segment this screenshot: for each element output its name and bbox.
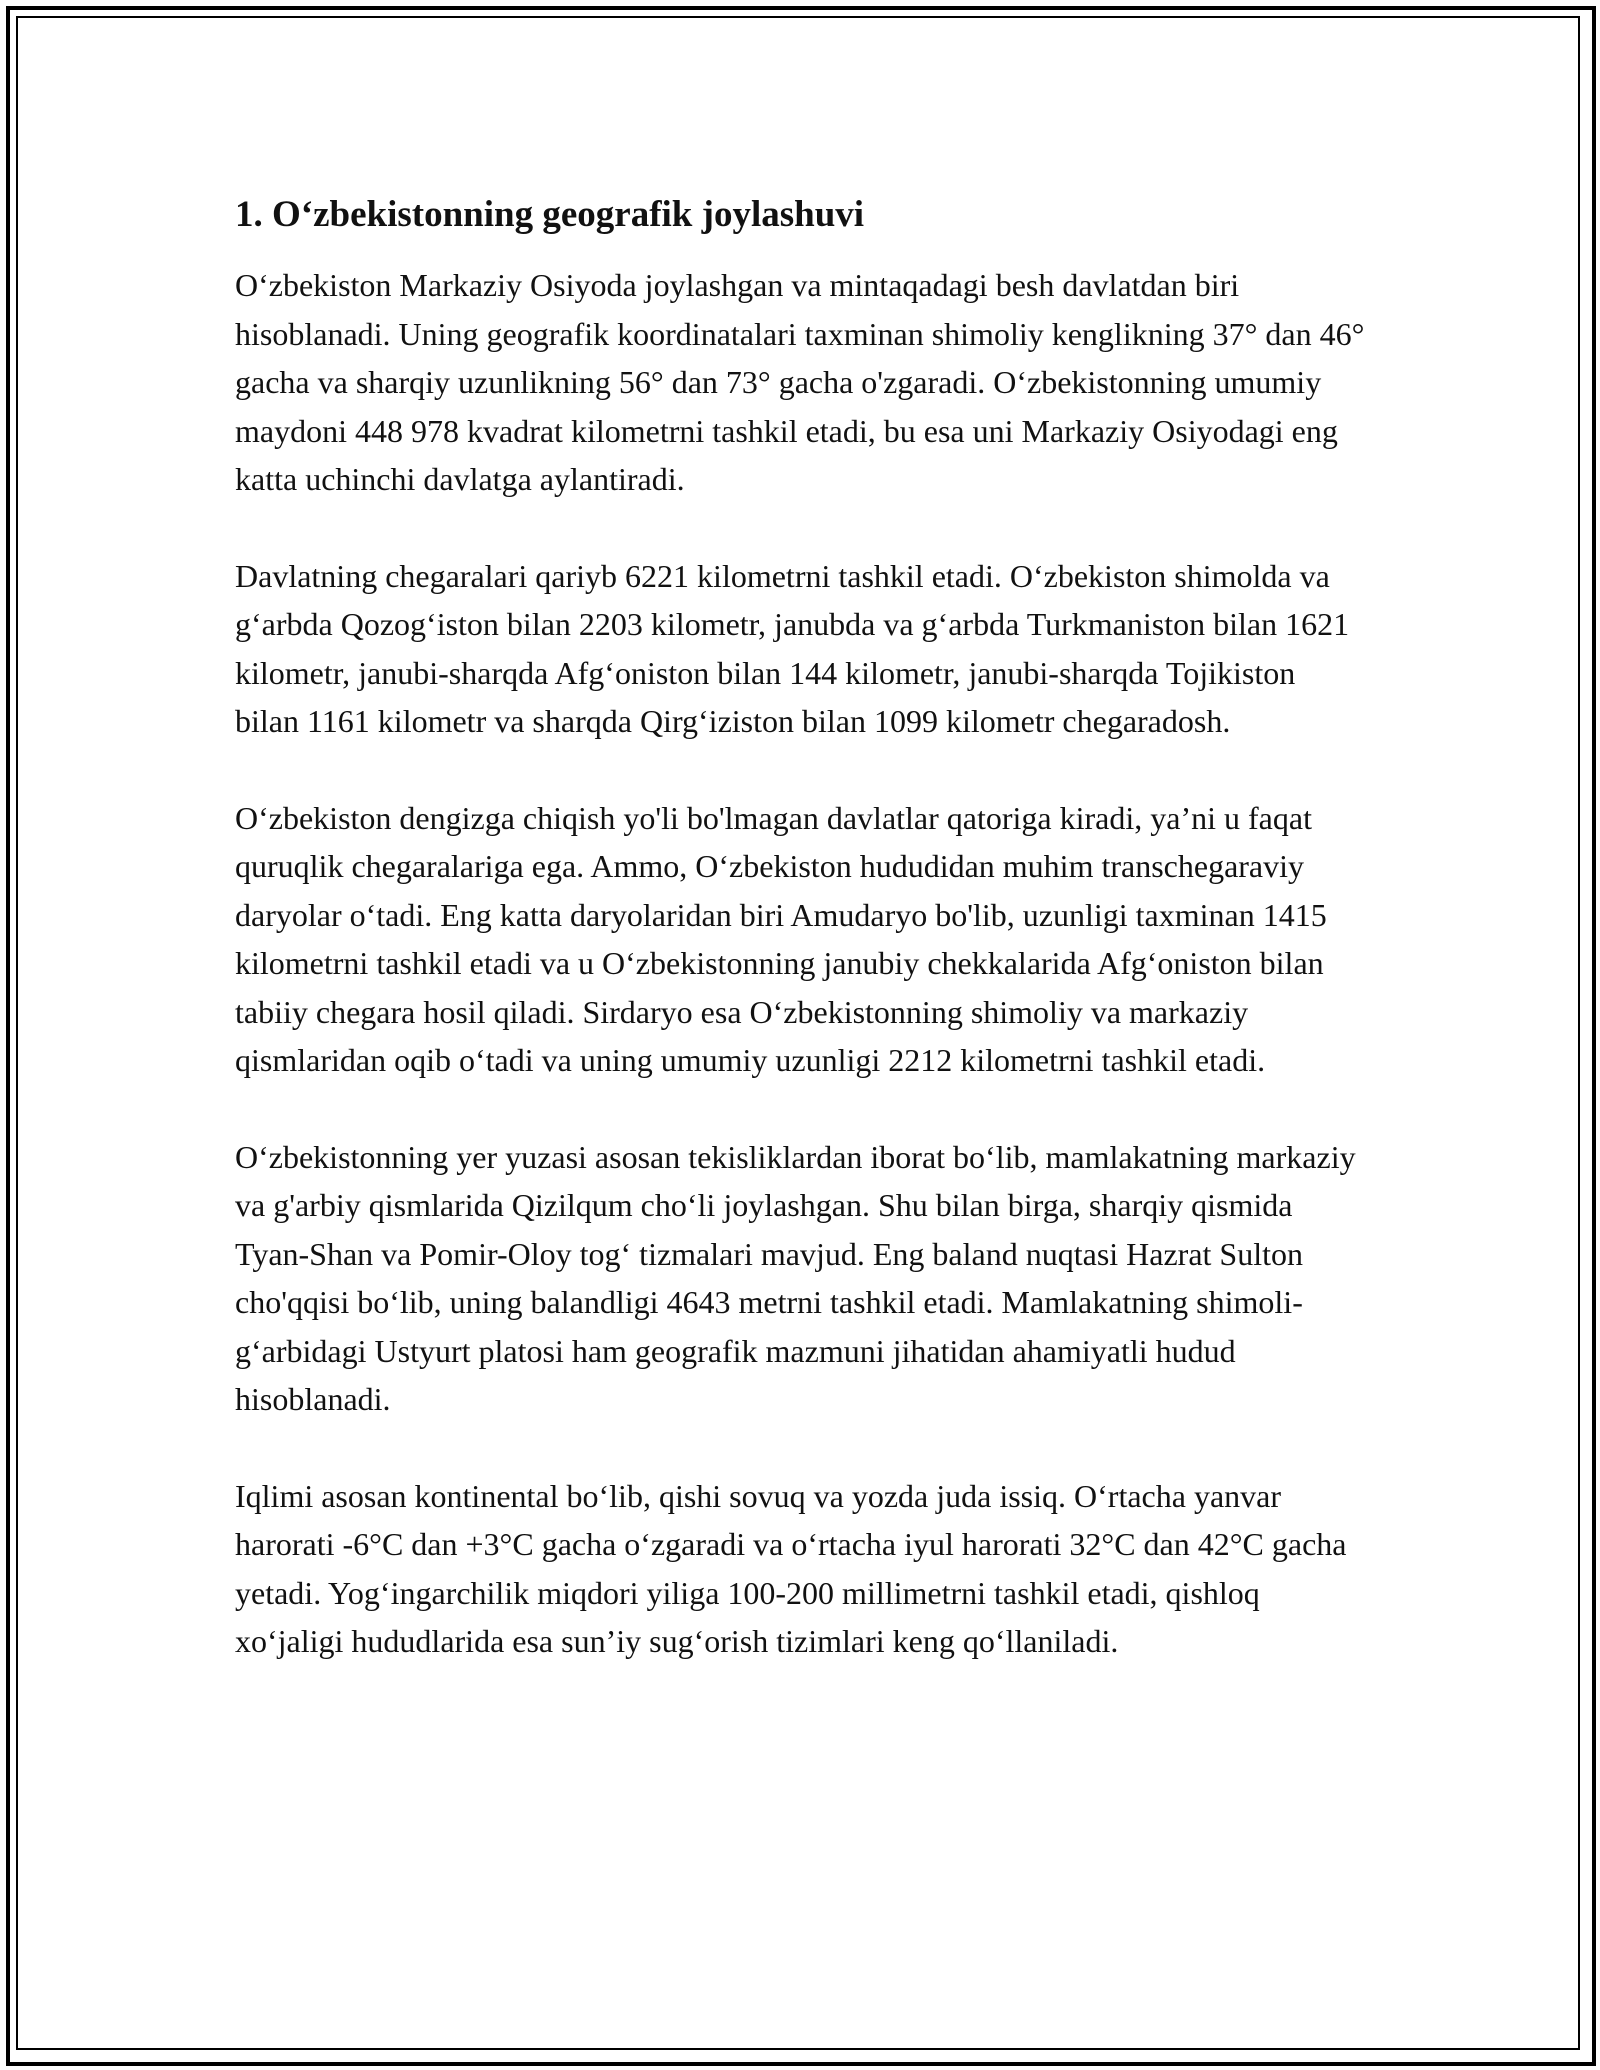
paragraph-climate: Iqlimi asosan kontinental bo‘lib, qishi sovuq va yozda juda issiq. O‘rtacha yanvar harorati -6°C dan +3°C gacha o‘zgaradi va o‘rtacha iyul harorati 32°C dan 42°C gacha yetadi. Yog‘ingarchilik miqdori yiliga 100-200 millimetrni tashkil etadi, qishloq xo‘jaligi hududlarida esa sun’iy sug‘orish tizimlari keng qo‘llaniladi. xyxy=(235,1477,1347,1659)
paragraph-relief: O‘zbekistonning yer yuzasi asosan tekisliklardan iborat bo‘lib, mamlakatning markaziy va g'arbiy qismlarida Qizilqum cho‘li joylashgan. Shu bilan birga, sharqiy qismida Tyan-Shan va Pomir-Oloy tog‘ tizmalari mavjud. Eng baland nuqtasi Hazrat Sulton cho'qqisi bo‘lib, uning balandligi 4643 metrni tashkil etadi. Mamlakatning shimoli-g‘arbidagi Ustyurt platosi ham geografik mazmuni jihatidan ahamiyatli hudud hisoblanadi. xyxy=(235,1138,1356,1417)
paragraph-borders: Davlatning chegaralari qariyb 6221 kilometrni tashkil etadi. O‘zbekiston shimolda va g‘arbda Qozog‘iston bilan 2203 kilometr, janubda va g‘arbda Turkmaniston bilan 1621 kilometr, janubi-sharqda Afg‘oniston bilan 144 kilometr, janubi-sharqda Tojikiston bilan 1161 kilometr va sharqda Qirg‘iziston bilan 1099 kilometr chegaradosh. xyxy=(235,557,1350,739)
paragraph-location: O‘zbekiston Markaziy Osiyoda joylashgan va mintaqadagi besh davlatdan biri hisoblanadi. Uning geografik koordinatalari taxminan shimoliy kenglikning 37° dan 46° gacha va sharqiy uzunlikning 56° dan 73° gacha o'zgaradi. O‘zbekistonning umumiy maydoni 448 978 kvadrat kilometrni tashkil etadi, bu esa uni Markaziy Osiyodagi eng katta uchinchi davlatga aylantiradi. xyxy=(235,267,1365,497)
document-body xyxy=(235,180,1365,1714)
document-title: 1. O‘zbekistonning geografik joylashuvi xyxy=(235,194,865,235)
paragraph-rivers: O‘zbekiston dengizga chiqish yo'li bo'lmagan davlatlar qatoriga kiradi, ya’ni u faqat quruqlik chegaralariga ega. Ammo, O‘zbekiston hududidan muhim transchegaraviy daryolar o‘tadi. Eng katta daryolaridan biri Amudaryo bo'lib, uzunligi taxminan 1415 kilometrni tashkil etadi va u O‘zbekistonning janubiy chekkalarida Afg‘oniston bilan tabiiy chegara hosil qiladi. Sirdaryo esa O‘zbekistonning shimoliy va markaziy qismlaridan oqib o‘tadi va uning umumiy uzunligi 2212 kilometrni tashkil etadi. xyxy=(235,799,1327,1078)
